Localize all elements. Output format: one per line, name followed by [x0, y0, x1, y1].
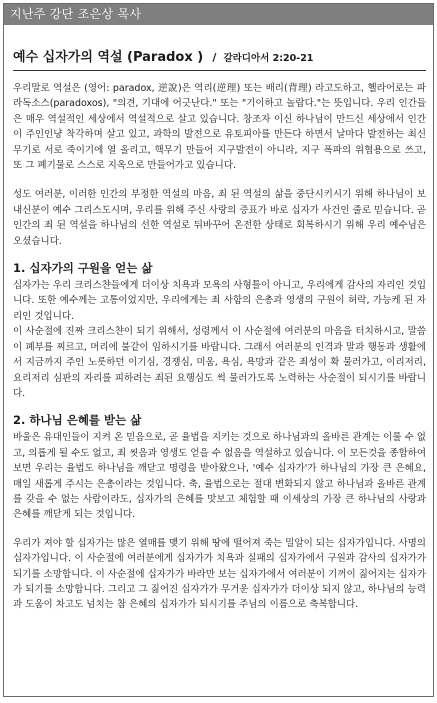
- intro-paragraph-1: 우리말로 역설은 (영어: paradox, 逆說)은 역리(逆理) 또는 배리(背理) 라고도하고, 헬라어로는 파라독소스(paradoxos), "의견, 기대에 어긋난다." 또는 "기이하고 놀랍다."는 뜻입니다. 우리 인간들은 매우 역설적인 세상에서 역설적으로 살고 있습니다. 창조자 이신 하나님이 만드신 세상에서 인간이 주인인냥 착각하며 살고 있고, 과학의 발전으로 유토피아를 만든다 하면서 날마다 발전하는 최신 무기로 서로 죽이기에 열 올리고, 핵무기 만들어 지구발전이 아니라, 지구 폭파의 위협용으로 쓰고, 또 그 폐기물로 스스로 지옥으로 만들어가고 있습니다.: [13, 83, 426, 172]
- intro-paragraph-2: 성도 여러분, 이러한 인간의 부정한 역설의 마음, 죄 된 역설의 삶을 중단시키시기 위해 하나님이 보내신분이 예수 그리스도시며, 우리를 위해 주신 사랑의 증표가 바로 십자가 사건인 줄로 믿습니다. 곧 인간의 죄 된 역설을 하나님의 선한 역설로 뒤바꾸어 온전한 상태로 회복하시기 위해 우리 예수님은 오셨습니다.: [13, 189, 426, 247]
- title-separator: /: [212, 51, 217, 64]
- section-1-paragraph-2: 이 사순절에 진짜 크리스챤이 되기 위해서, 성령께서 이 사순절에 여러분의 마음을 터치하시고, 말씀이 폐부를 찌르고, 머리에 불같이 임하시기를 바랍니다. 그래서 여러분의 인격과 말과 행동과 생활에서 지금까지 주인 노릇하던 이기심, 경쟁심, 미움, 욕심, 욕망과 같은 죄성이 확 물러가고, 이리저리, 요리저리 심판의 자리를 피하려는 죄된 요행심도 썩 물러가도록 노력하는 사순절이 되시기를 바랍니다.: [13, 326, 426, 399]
- section-1-heading: 1. 십자가의 구원을 얻는 삶: [13, 261, 153, 276]
- closing-paragraph: 우리가 져야 할 십자가는 많은 열매를 맺기 위해 땅에 떨어져 죽는 밀알이 되는 십자가입니다. 사명의 십자가입니다. 이 사순절에 여러분에게 십자가가 치욕과 실패의 십자가에서 구원과 감사의 십자가가 되기를 소망합니다. 이 사순절에 십자가가 바라만 보는 십자가에서 여러분이 기꺼이 짊어지는 십자가가 되기를 소망합니다. 그리고 그 짊어진 십자가가 무거운 십자가가 더이상 되지 않고, 하나님의 능력과 도움이 차고도 넘치는 참 은혜의 십자가가 되시기를 주님의 이름으로 축복합니다.: [13, 537, 426, 611]
- scripture-reference: 갈라디아서 2:20-21: [223, 53, 314, 64]
- section-2-heading: 2. 하나님 은혜를 받는 삶: [13, 413, 142, 428]
- section-header: 지난주 강단 조은상 목사: [4, 4, 433, 25]
- section-1-paragraph-1: 십자가는 우리 크리스챤들에게 더이상 치욕과 모욕의 사형틀이 아니고, 우리에게 감사의 자리인 것입니다. 또한 예수께는 고통이었지만, 우리에게는 죄 사함의 은총과 영생의 구원이 허락, 가능케 된 자리인 것입니다.: [13, 280, 426, 322]
- sermon-page: [3, 3, 434, 697]
- sermon-title: 예수 십자가의 역설 (Paradox ): [13, 50, 204, 65]
- sermon-title-row: [13, 46, 426, 71]
- section-2-paragraph-1: 바울은 유대인들이 지켜 온 믿음으로, 곧 율법을 지키는 것으로 하나님과의 올바른 관계는 이룰 수 없고, 의롭게 될 수도 없고, 죄 씻음과 영생도 얻을 수 없음을 역설하고 있습니다. 이 모든것을 종합하여 보면 우리는 율법도 하나님을 깨닫고 명령을 받아왔으나, '예수 십자가'가 하나님의 가장 큰 은혜요, 매일 새롭게 주시는 은총이라는 것입니다. 축, 율법으로는 절대 변화되지 않고 하나님과 올바른 관계를 갖을 수 없는 사람이라도, 십자가의 은혜를 맛보고 체험할 때 이세상의 가장 큰 하나님의 사랑과 은혜를 깨닫게 되는 것입니다.: [13, 432, 426, 521]
- sermon-content: [4, 46, 433, 613]
